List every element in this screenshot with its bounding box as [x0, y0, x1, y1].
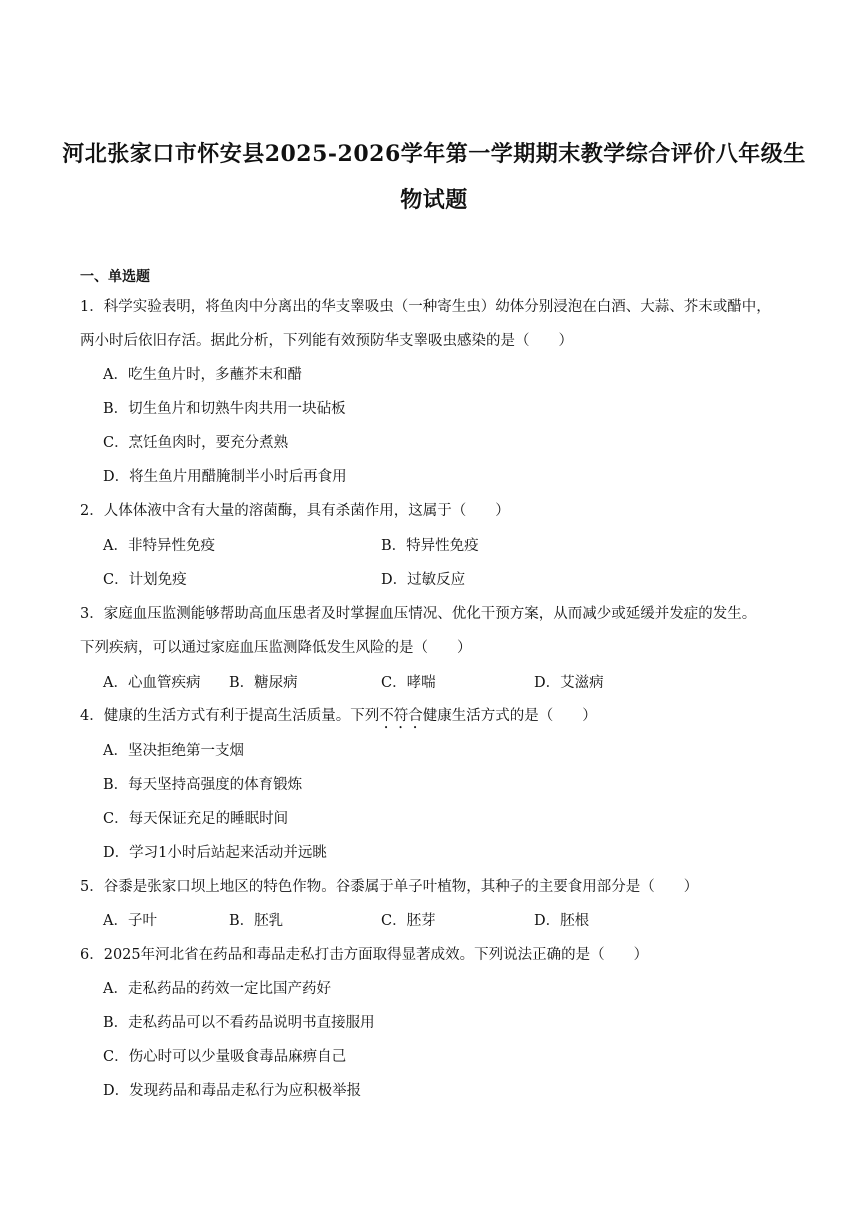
question-6-option-a: A．走私药品的药效一定比国产药好 [103, 981, 331, 997]
question-4-option-b: B．每天坚持高强度的体育锻炼 [103, 777, 303, 793]
question-1-option-c: C．烹饪鱼肉时，要充分煮熟 [103, 435, 289, 451]
question-2-option-b: B．特异性免疫 [381, 538, 479, 554]
question-6-stem: 6．2025年河北省在药品和毒品走私打击方面取得显著成效。下列说法正确的是（ ） [80, 947, 649, 963]
question-4-option-a: A．坚决拒绝第一支烟 [103, 743, 244, 759]
question-5-option-c: C．胚芽 [381, 913, 436, 929]
document-title [60, 131, 808, 223]
question-5-option-d: D．胚根 [534, 913, 590, 929]
question-1-option-b: B．切生鱼片和切熟牛肉共用一块砧板 [103, 401, 346, 417]
question-6-option-c: C．伤心时可以少量吸食毒品麻痹自己 [103, 1049, 347, 1065]
question-2-option-d: D．过敏反应 [381, 572, 466, 588]
question-6-option-d: D．发现药品和毒品走私行为应积极举报 [103, 1083, 362, 1099]
question-3-option-b: B．糖尿病 [229, 675, 298, 691]
question-4-stem-prefix: 4．健康的生活方式有利于提高生活质量。下列 [80, 708, 380, 724]
question-1-stem-line-2: 两小时后依旧存活。据此分析，下列能有效预防华支睾吸虫感染的是（ ） [80, 333, 573, 349]
question-3-stem-line-2: 下列疾病，可以通过家庭血压监测降低发生风险的是（ ） [80, 640, 472, 656]
question-4-emphasis: 不符合 [379, 708, 423, 724]
question-3-option-c: C．哮喘 [381, 675, 436, 691]
question-2-option-a: A．非特异性免疫 [103, 538, 215, 554]
question-3-option-a: A．心血管疾病 [103, 675, 201, 691]
title-line-1: 河北张家口市怀安县2025-2026学年第一学期期末教学综合评价八年级生 [62, 141, 806, 167]
question-2-stem: 2．人体体液中含有大量的溶菌酶，具有杀菌作用，这属于（ ） [80, 503, 510, 519]
section-heading: 一、单选题 [80, 269, 150, 285]
question-5-option-b: B．胚乳 [229, 913, 284, 929]
question-5-option-a: A．子叶 [103, 913, 157, 929]
question-4-option-c: C．每天保证充足的睡眠时间 [103, 811, 289, 827]
question-1-option-a: A．吃生鱼片时，多蘸芥末和醋 [103, 367, 302, 383]
question-5-stem: 5．谷黍是张家口坝上地区的特色作物。谷黍属于单子叶植物，其种子的主要食用部分是（ ） [80, 879, 699, 895]
question-4-option-d: D．学习1小时后站起来活动并远眺 [103, 845, 327, 861]
question-3-stem-line-1: 3．家庭血压监测能够帮助高血压患者及时掌握血压情况、优化干预方案，从而减少或延缓并发症的发生。 [80, 606, 757, 622]
question-4-stem [80, 704, 597, 732]
question-4-stem-suffix: 健康生活方式的是（ ） [422, 708, 597, 724]
title-line-2: 物试题 [400, 187, 468, 213]
question-2-option-c: C．计划免疫 [103, 572, 187, 588]
question-6-option-b: B．走私药品可以不看药品说明书直接服用 [103, 1015, 375, 1031]
question-1-option-d: D．将生鱼片用醋腌制半小时后再食用 [103, 469, 347, 485]
question-1-stem-line-1: 1．科学实验表明，将鱼肉中分离出的华支睾吸虫（一种寄生虫）幼体分别浸泡在白酒、大蒜、芥末或醋中， [80, 299, 771, 315]
question-3-option-d: D．艾滋病 [534, 675, 604, 691]
